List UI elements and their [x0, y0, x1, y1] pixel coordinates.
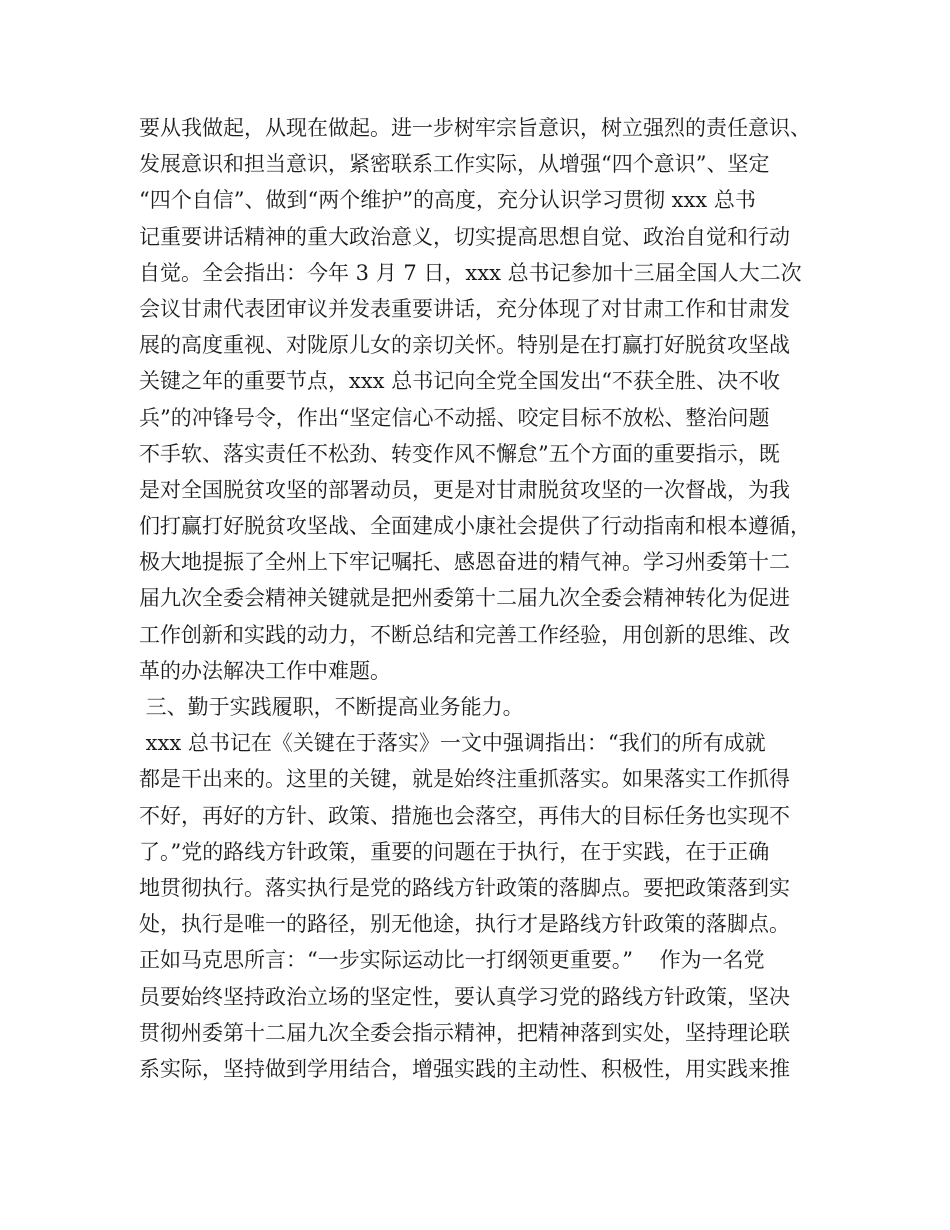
text-line: 了。”党的路线方针政策，重要的问题在于执行，在于实践，在于正确 [139, 839, 770, 864]
text-line: “四个自信”、做到“两个维护”的高度，充分认识学习贯彻 xxx 总书 [139, 188, 756, 213]
text-line: 员要始终坚持政治立场的坚定性，要认真学习党的路线方针政策，坚决 [139, 984, 790, 1009]
text-line: 不手软、落实责任不松劲、转变作风不懈怠”五个方面的重要指示，既 [139, 441, 780, 466]
text-line: 会议甘肃代表团审议并发表重要讲话，充分体现了对甘肃工作和甘肃发 [139, 296, 790, 321]
body-text [139, 110, 819, 1087]
text-line: 要从我做起，从现在做起。进一步树牢宗旨意识，树立强烈的责任意识、 [139, 116, 811, 140]
section-heading: 三、勤于实践履职，不断提高业务能力。 [139, 695, 524, 719]
text-line: 系实际，坚持做到学用结合，增强实践的主动性、积极性，用实践来推 [139, 1056, 790, 1081]
text-line: 是对全国脱贫攻坚的部署动员，更是对甘肃脱贫攻坚的一次督战，为我 [139, 477, 790, 502]
text-line: 发展意识和担当意识，紧密联系工作实际，从增强“四个意识”、坚定 [139, 152, 770, 177]
text-line: 不好，再好的方针、政策、措施也会落空，再伟大的目标任务也实现不 [139, 803, 790, 828]
text-line: 革的办法解决工作中难题。 [139, 658, 391, 683]
text-line: 正如马克思所言：“一步实际运动比一打纲领更重要。” 作为一名党 [139, 948, 765, 973]
text-line: 贯彻州委第十二届九次全委会指示精神，把精神落到实处，坚持理论联 [139, 1020, 790, 1045]
text-line: 们打赢打好脱贫攻坚战、全面建成小康社会提供了行动指南和根本遵循， [139, 514, 811, 539]
text-line: 兵”的冲锋号令，作出“坚定信心不动摇、咬定目标不放松、整治问题 [139, 405, 770, 430]
text-line: 地贯彻执行。落实执行是党的路线方针政策的落脚点。要把政策落到实 [139, 875, 790, 900]
text-line: 处，执行是唯一的路径，别无他途，执行才是路线方针政策的落脚点。 [139, 912, 790, 937]
text-line: 都是干出来的。这里的关键，就是始终注重抓落实。如果落实工作抓得 [139, 767, 790, 792]
text-line: 关键之年的重要节点，xxx 总书记向全党全国发出“不获全胜、决不收 [139, 369, 780, 394]
text-line: 自觉。全会指出：今年 3 月 7 日，xxx 总书记参加十三届全国人大二次 [139, 260, 802, 285]
text-line: 记重要讲话精神的重大政治意义，切实提高思想自觉、政治自觉和行动 [139, 224, 790, 249]
text-line: 届九次全委会精神关键就是把州委第十二届九次全委会精神转化为促进 [139, 586, 790, 611]
text-line: 工作创新和实践的动力，不断总结和完善工作经验，用创新的思维、改 [139, 622, 790, 647]
text-line: 展的高度重视、对陇原儿女的亲切关怀。特别是在打赢打好脱贫攻坚战 [139, 333, 790, 358]
text-line: xxx 总书记在《关键在于落实》一文中强调指出：“我们的所有成就 [139, 731, 766, 756]
text-line: 极大地提振了全州上下牢记嘱托、感恩奋进的精气神。学习州委第十二 [139, 550, 790, 575]
